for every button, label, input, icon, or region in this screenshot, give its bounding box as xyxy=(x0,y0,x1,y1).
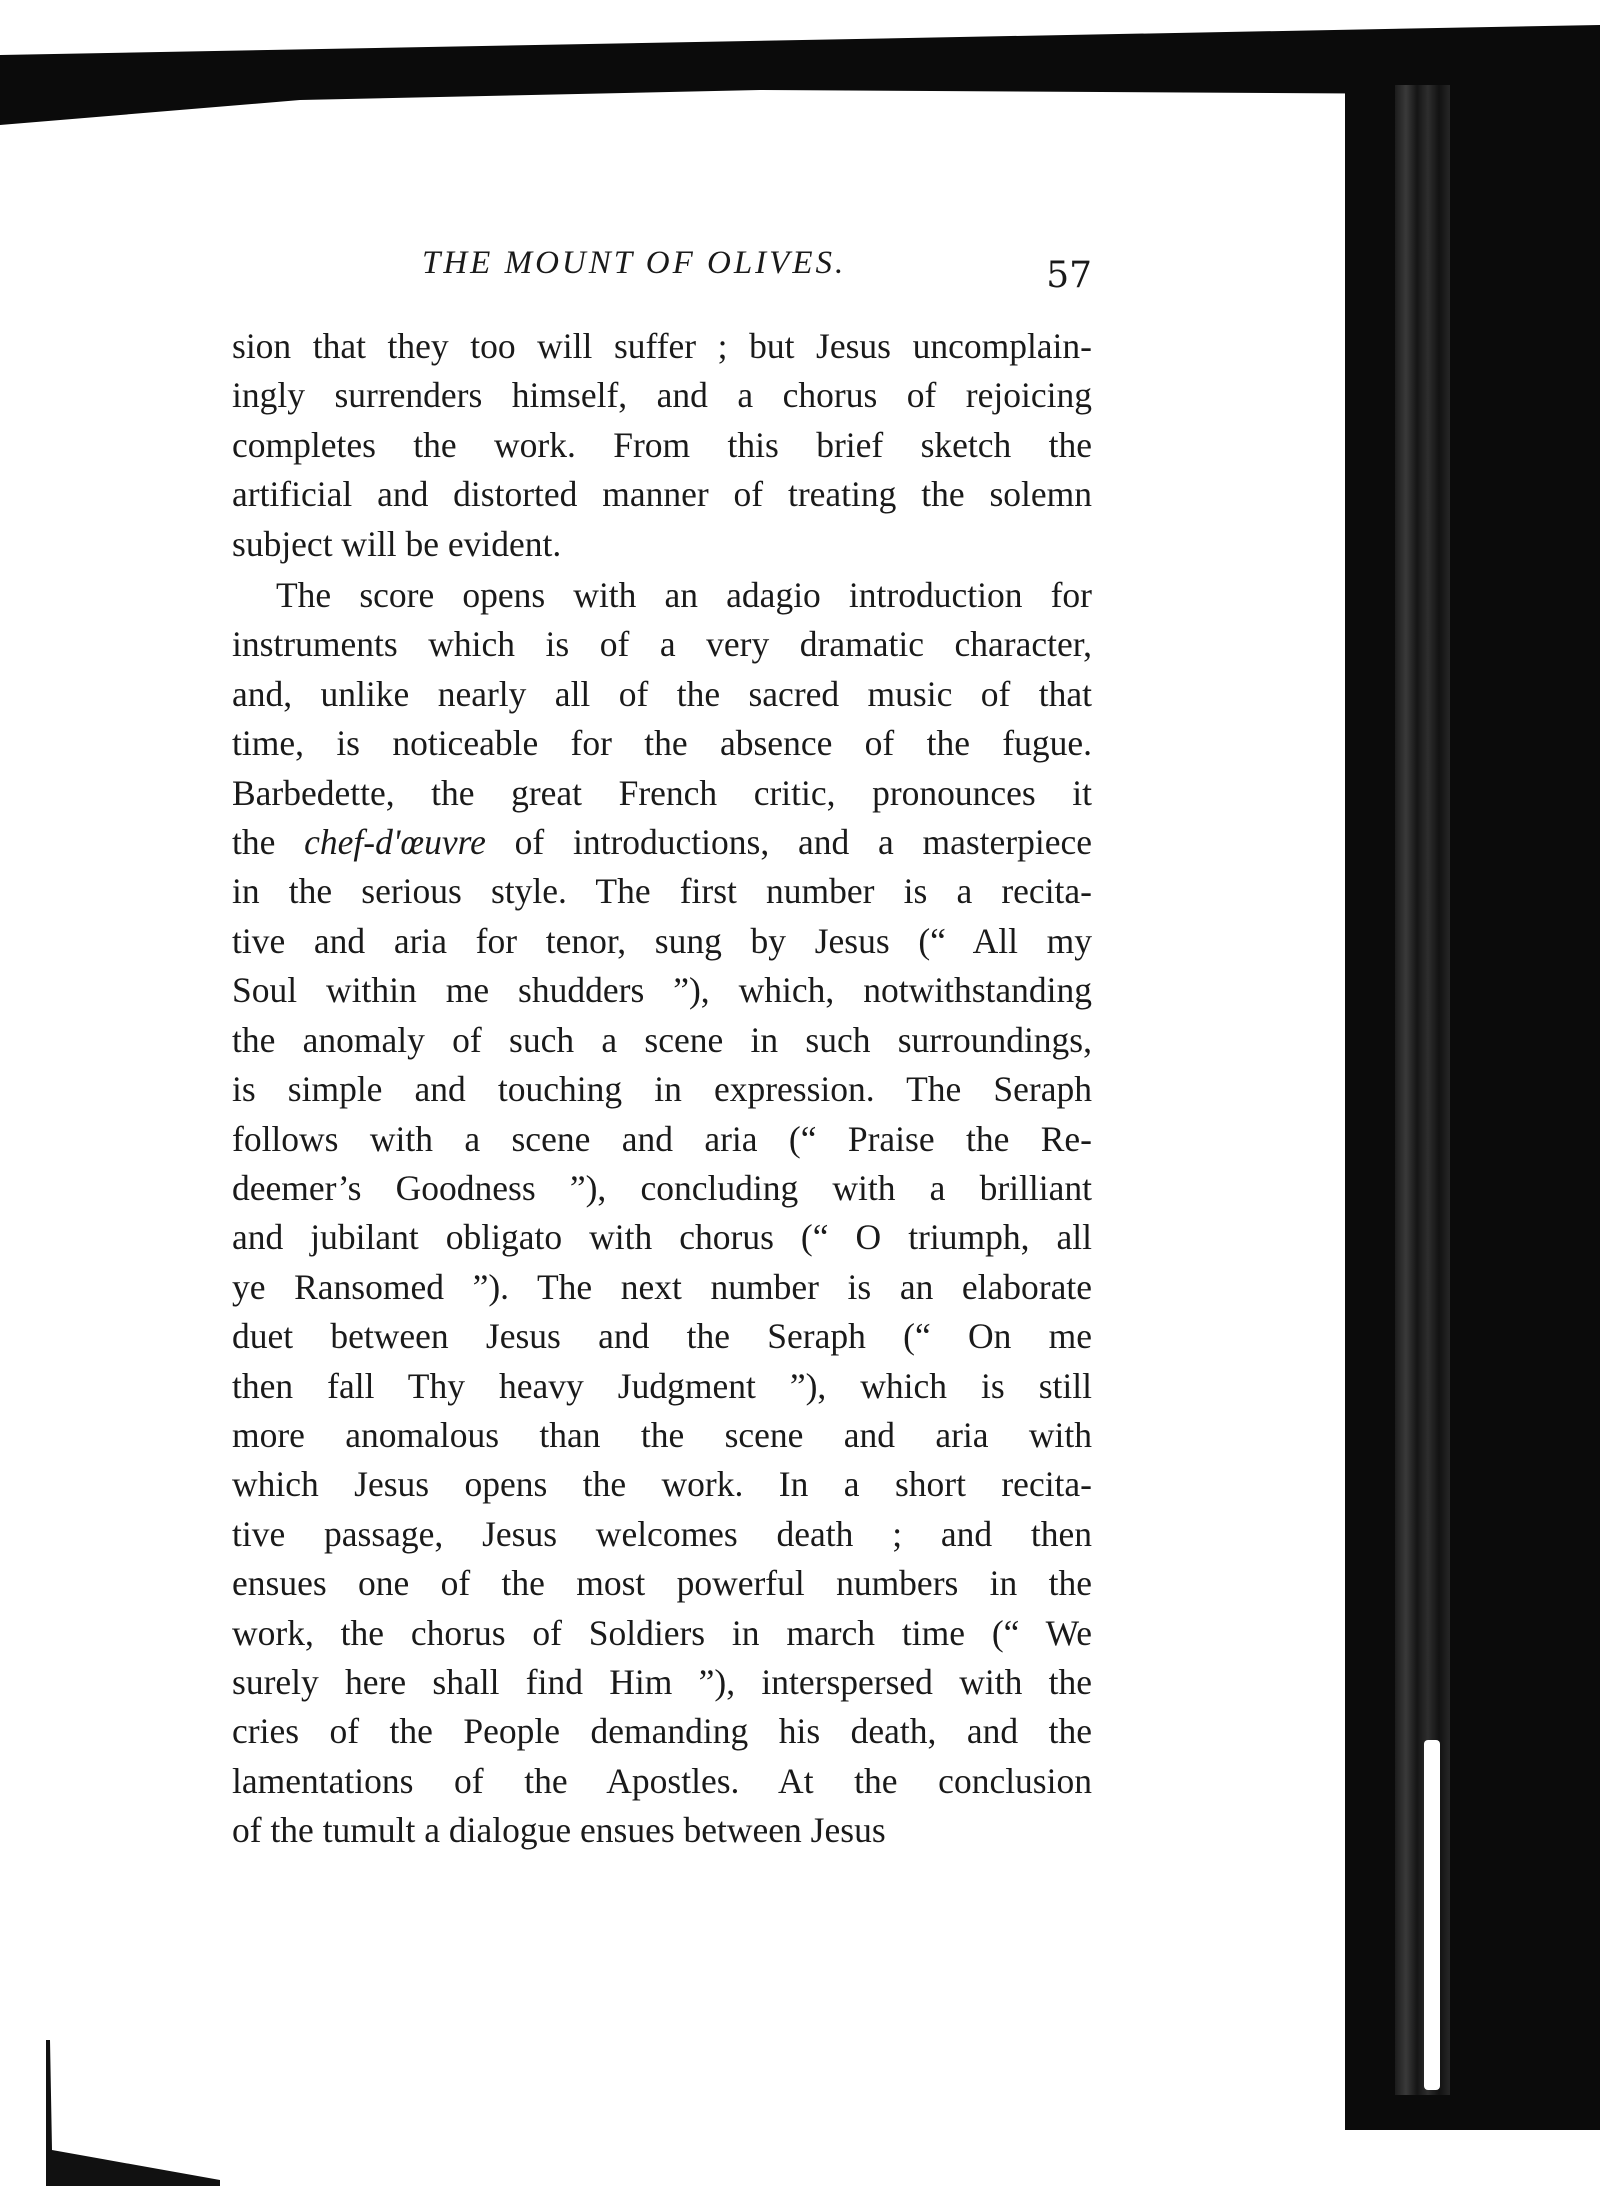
text-line: Soul within me shudders ”), which, notwithstanding xyxy=(232,970,1092,1011)
text-line: in the serious style. The first number is a recita- xyxy=(232,871,1092,912)
text-line: then fall Thy heavy Judgment ”), which is still xyxy=(232,1365,1092,1406)
text-line: work, the chorus of Soldiers in march time (“ We xyxy=(232,1612,1092,1653)
text-line: sion that they too will suffer ; but Jesus uncomplain- xyxy=(232,326,1092,366)
text-line: instruments which is of a very dramatic character, xyxy=(232,624,1092,665)
text-line: ye Ransomed ”). The next number is an elaborate xyxy=(232,1266,1092,1307)
paragraph xyxy=(232,322,1092,569)
italic-phrase: chef-d'œuvre xyxy=(304,822,486,863)
scan-shadow-right xyxy=(1345,70,1600,2130)
text-line: completes the work. From this brief sketch the xyxy=(232,424,1092,465)
body-text xyxy=(232,322,1092,1856)
paragraph xyxy=(232,571,1092,1856)
text-line: and jubilant obligato with chorus (“ O triumph, all xyxy=(232,1217,1092,1258)
text-line: tive passage, Jesus welcomes death ; and then xyxy=(232,1513,1092,1554)
text-line: ingly surrenders himself, and a chorus of rejoicing xyxy=(232,375,1092,416)
text-line: artificial and distorted manner of treating the solemn xyxy=(232,474,1092,515)
book-gutter-edge xyxy=(1395,85,1450,2095)
text-line: deemer’s Goodness ”), concluding with a brilliant xyxy=(232,1167,1092,1208)
text-line: is simple and touching in expression. The Seraph xyxy=(232,1069,1092,1110)
text-line: cries of the People demanding his death, and the xyxy=(232,1711,1092,1752)
page-number: 57 xyxy=(1046,255,1092,296)
page-header xyxy=(232,245,1092,305)
text-line: and, unlike nearly all of the sacred music of that xyxy=(232,673,1092,714)
text-line: follows with a scene and aria (“ Praise the Re- xyxy=(232,1118,1092,1159)
text-fragment: of introductions, and a masterpiece xyxy=(485,822,1092,863)
scan-shadow-bottom-left xyxy=(40,2040,220,2190)
text-line: lamentations of the Apostles. At the conclusion xyxy=(232,1760,1092,1801)
text-line: Barbedette, the great French critic, pronounces it xyxy=(232,772,1092,813)
text-line: subject will be evident. xyxy=(232,523,562,564)
text-line: ensues one of the most powerful numbers in the xyxy=(232,1563,1092,1604)
text-line xyxy=(232,818,1092,867)
text-line: of the tumult a dialogue ensues between Jesus xyxy=(232,1810,886,1851)
text-line: surely here shall find Him ”), interspersed with the xyxy=(232,1661,1092,1702)
text-line: duet between Jesus and the Seraph (“ On me xyxy=(232,1316,1092,1357)
text-fragment: the xyxy=(232,822,305,863)
text-line: which Jesus opens the work. In a short recita- xyxy=(232,1464,1092,1505)
text-line: the anomaly of such a scene in such surroundings, xyxy=(232,1019,1092,1060)
running-head: THE MOUNT OF OLIVES. xyxy=(422,245,847,281)
text-line: tive and aria for tenor, sung by Jesus (“ All my xyxy=(232,920,1092,961)
text-line: more anomalous than the scene and aria with xyxy=(232,1414,1092,1455)
text-line: The score opens with an adagio introduction for xyxy=(276,575,1092,616)
book-page-edge xyxy=(1424,1740,1440,2090)
text-line: time, is noticeable for the absence of the fugue. xyxy=(232,723,1092,764)
